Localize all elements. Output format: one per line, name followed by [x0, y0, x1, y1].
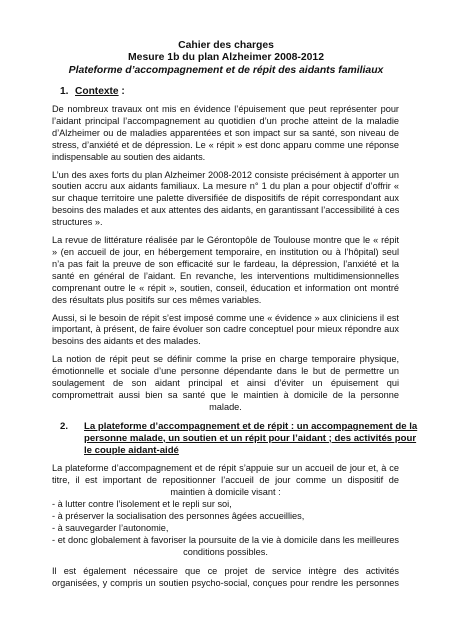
- paragraph-line: - à lutter contre l’isolement et le repli sur soi,: [52, 499, 232, 510]
- paragraph-line: - à sauvegarder l’autonomie,: [52, 523, 169, 533]
- paragraph-line: maintien à domicile visant :: [170, 487, 281, 498]
- paragraph-line: La notion de répit peut se définir comme la prise en charge temporaire physique,: [52, 354, 399, 365]
- document-header: [0, 40, 452, 77]
- paragraph-line: La revue de littérature réalisée par le Gérontopôle de Toulouse montre que le « répit: [52, 235, 399, 246]
- paragraph-line: d’Alzheimer ou de maladies apparentées et son impact sur sa santé, son niveau de: [52, 127, 399, 138]
- section-2-title-line: La plateforme d’accompagnement et de répit : un accompagnement de la: [84, 420, 418, 432]
- paragraph-line: structures ».: [52, 217, 103, 228]
- paragraph-line: indispensable au soutien des aidants.: [52, 151, 206, 162]
- paragraph-2: [52, 170, 399, 230]
- paragraph-line: stress, d’anxiété et de dépression. Le « répit » est donc apparu comme une réponse: [52, 139, 399, 150]
- section-1-title: Contexte: [75, 86, 119, 97]
- paragraph-line: L’un des axes forts du plan Alzheimer 2008-2012 consiste précisément à apporter un: [52, 169, 399, 180]
- paragraph-line: Il est également nécessaire que ce projet de service intègre des activités: [52, 565, 399, 576]
- section-2-title: [84, 420, 418, 457]
- paragraph-line: organisées, y compris un soutien psycho-social, conçues pour rendre les personnes: [52, 577, 399, 588]
- bullet-list: [52, 499, 399, 559]
- paragraph-line: besoins des aidants et des malades.: [52, 336, 201, 347]
- paragraph-line: De nombreux travaux ont mis en évidence l’épuisement que peut représenter pour: [52, 104, 399, 114]
- paragraph-line: Aussi, si le besoin de répit s’est imposé comme une « évidence » aux cliniciens il est: [52, 312, 399, 323]
- section-2-number: 2.: [60, 420, 69, 432]
- paragraph-5: [52, 354, 399, 414]
- header-line-2: Mesure 1b du plan Alzheimer 2008-2012: [128, 52, 324, 64]
- section-2-title-line: le couple aidant-aidé: [84, 444, 179, 456]
- paragraph-1: [52, 104, 399, 164]
- paragraph-line: La plateforme d’accompagnement et de répit s’appuie sur un accueil de jour et, à ce: [52, 463, 399, 474]
- paragraph-line: » (en accueil de jour, en hébergement temporaire, en institution ou à l’hôpital) seul: [52, 246, 399, 257]
- section-2-heading: [52, 420, 418, 457]
- paragraph-line: conditions possibles.: [183, 546, 268, 557]
- paragraph-line: malade.: [209, 401, 242, 412]
- paragraph-line: santé en général de l’aidant. En revanche, les interventions multidimensionnelles: [52, 270, 399, 281]
- header-line-3: Plateforme d’accompagnement et de répit des aidants familiaux: [68, 64, 384, 76]
- paragraph-line: n’a pas fait la preuve de son efficacité sur le fardeau, la dépression, l’anxiété et la: [52, 258, 399, 269]
- paragraph-7: [52, 566, 399, 590]
- section-2-title-line: personne malade, un soutien et un répit pour l’aidant ; des activités pour: [84, 432, 417, 444]
- paragraph-4: [52, 313, 399, 349]
- paragraph-line: l’aidant principal l’accompagnement au quotidien d’un proche atteint de la maladie: [52, 115, 399, 126]
- paragraph-6: [52, 463, 399, 499]
- paragraph-line: soutien accru aux aidants familiaux. La mesure n° 1 du plan a pour objectif d’offrir «: [52, 181, 399, 192]
- paragraph-line: émotionnelle et sociale d’une personne dépendante dans le but de permettre un: [52, 366, 399, 377]
- paragraph-line: important, à présent, de faire évoluer son cadre conceptuel pour mieux répondre aux: [52, 324, 399, 335]
- header-line-1: Cahier des charges: [178, 40, 274, 51]
- paragraph-line: besoins des malades et aux attentes des aidants, en garantissant l’accessibilité à ces: [52, 205, 400, 216]
- paragraph-3: [52, 235, 399, 306]
- paragraph-line: sur chaque territoire une palette diversifiée de dispositifs de répit correspondant aux: [52, 193, 399, 204]
- paragraph-line: comprenant outre le « répit », soutien, conseil, éducation et information ont montré: [52, 282, 399, 293]
- section-1-number: 1.: [60, 86, 69, 97]
- paragraph-line: des résultats plus positifs sur ces mêmes variables.: [52, 294, 262, 305]
- paragraph-line: compromettrait aussi bien sa santé que le maintien à domicile de la personne: [52, 389, 399, 400]
- paragraph-line: soulagement de son aidant principal et ainsi d’éviter un épuisement qui: [52, 378, 399, 389]
- paragraph-line: - et donc globalement à favoriser la poursuite de la vie à domicile dans les meilleures: [52, 534, 399, 545]
- paragraph-line: titre, il est important de repositionner l’accueil de jour comme un dispositif de: [52, 475, 399, 486]
- paragraph-line: - à préserver la socialisation des personnes âgées accueillies,: [52, 511, 305, 522]
- section-1-suffix: :: [118, 86, 125, 97]
- section-1-heading: [60, 86, 125, 98]
